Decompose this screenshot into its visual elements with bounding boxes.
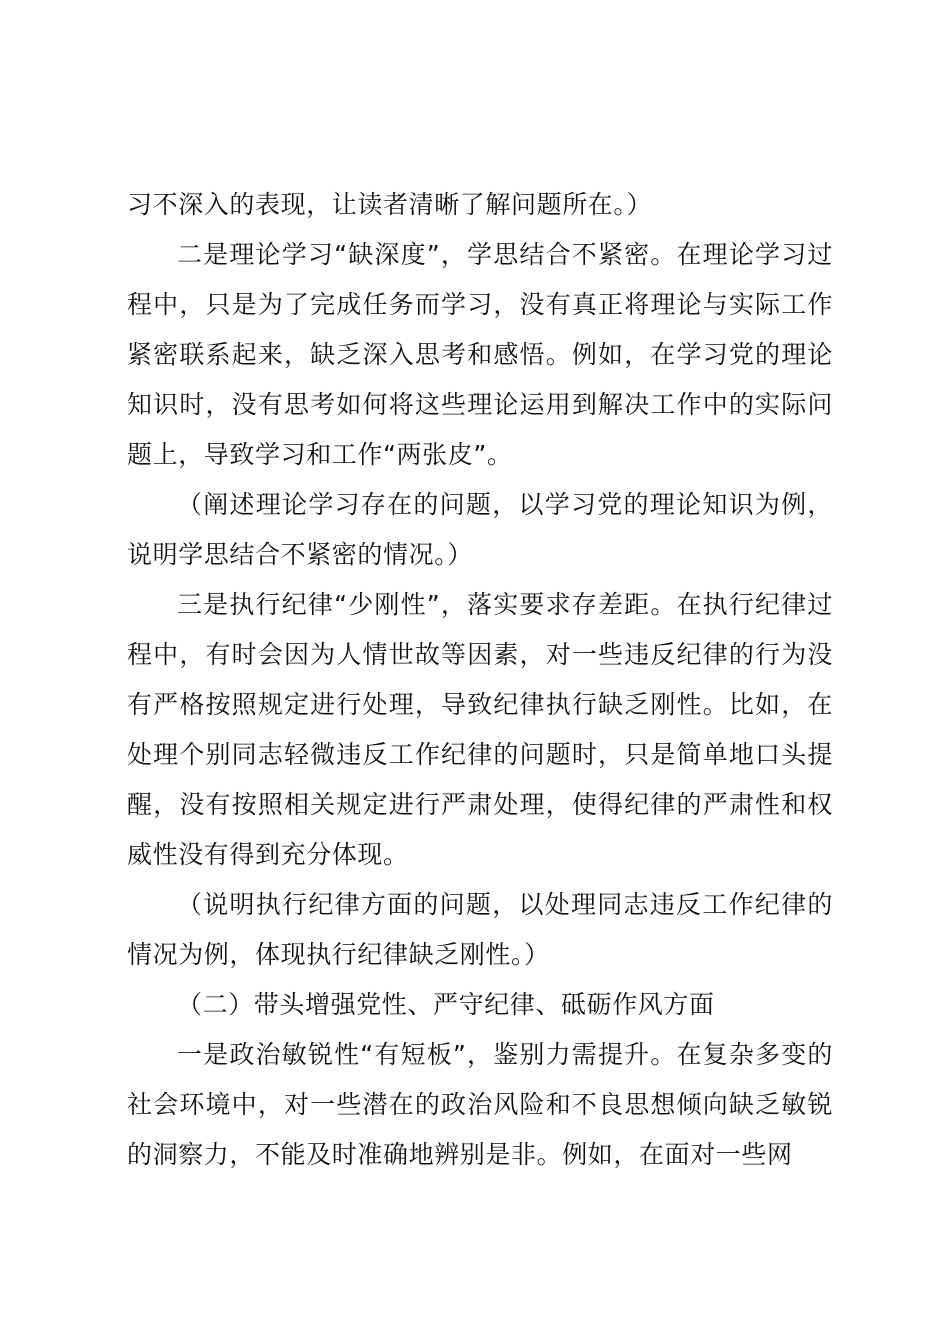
paragraph-discipline-rigidity: 三是执行纪律“少刚性”，落实要求存差距。在执行纪律过程中，有时会因为人情世故等因素，对一些违反纪律的行为没有严格按照规定进行处理，导致纪律执行缺乏刚性。比如，在处理个别同志轻微违反工作纪律的问题时，只是简单地口头提醒，没有按照相关规定进行严肃处理，使得纪律的严肃性和权威性没有得到充分体现。: [127, 590, 833, 869]
section-heading-party-spirit: （二）带头增强党性、严守纪律、砥砺作风方面: [177, 990, 715, 1019]
paragraph-theory-depth: 二是理论学习“缺深度”，学思结合不紧密。在理论学习过程中，只是为了完成任务而学习，没有真正将理论与实际工作紧密联系起来，缺乏深入思考和感悟。例如，在学习党的理论知识时，没有思考如何将这些理论运用到解决工作中的实际问题上，导致学习和工作“两张皮”。: [127, 240, 833, 469]
paragraph-discipline-note: （说明执行纪律方面的问题，以处理同志违反工作纪律的情况为例，体现执行纪律缺乏刚性。）: [127, 890, 833, 969]
paragraph-theory-note: （阐述理论学习存在的问题，以学习党的理论知识为例，说明学思结合不紧密的情况。）: [127, 490, 833, 569]
paragraph-continuation: 习不深入的表现，让读者清晰了解问题所在。）: [127, 190, 653, 219]
document-body: [127, 180, 833, 1180]
paragraph-political-sensitivity: 一是政治敏锐性“有短板”，鉴别力需提升。在复杂多变的社会环境中，对一些潜在的政治风险和不良思想倾向缺乏敏锐的洞察力，不能及时准确地辨别是非。例如，在面对一些网: [127, 1040, 833, 1169]
